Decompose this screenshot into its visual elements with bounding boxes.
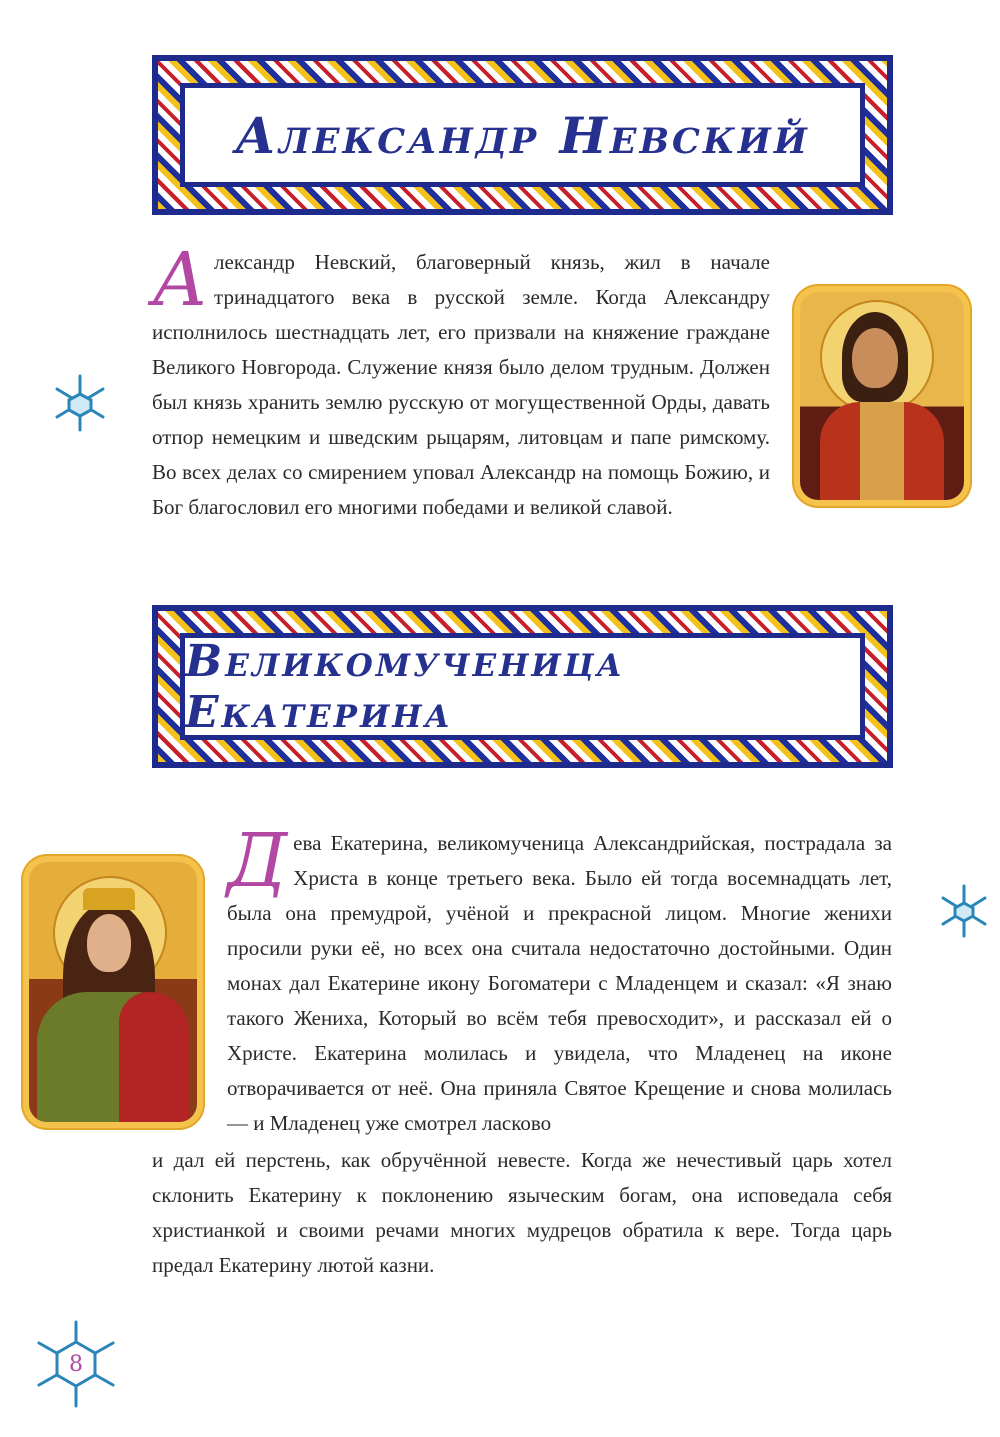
snowflake-icon [940, 883, 988, 939]
section-2-title-banner [152, 605, 893, 768]
section-1-dropcap: А [152, 237, 209, 323]
saint-catherine-icon [29, 862, 197, 1122]
section-1-body: лександр Невский, благоверный князь, жил в начале тринадцатого века в русской земле. Когда Александру исполнилось шестнадцать лет, его призвали на княжение граждане Великого Новгорода. Служение князя было делом трудным. Должен был князь хранить землю русскую от могущественной Орды, давать отпор немецким и шведским рыцарям, литовцам и папе римскому. Во всех делах со смирением уповал Александр на помощь Божию, и Бог благословил его многими победами и великой славой. [152, 250, 770, 519]
section-1-text [152, 237, 770, 525]
face-shape [87, 914, 131, 972]
section-2-title: Великомученица Екатерина [185, 635, 625, 738]
robe-trim [860, 402, 904, 500]
snowflake-icon [45, 372, 115, 434]
face-shape [852, 328, 898, 388]
section-1-title-banner [152, 55, 893, 215]
section-2-title-frame [180, 633, 865, 740]
page-number: 8 [69, 1352, 83, 1377]
section-2-body: ева Екатерина, великомученица Александрийская, пострадала за Христа в конце третьего века. Было ей тогда восемнадцать лет, была она премудрой, учёной и прекрасной лицом. Многие женихи просили руки её, но всех она считала недостаточно достойными. Один монах дал Екатерине икону Богоматери с Младенцем и сказал: «Я знаю такого Жениха, Который во всём тебя превосходит», и рассказал ей о Христе. Екатерина молилась и увидела, что Младенец на иконе отворачивается от неё. Она приняла Святое Крещение и снова молилась — и Младенец уже смотрел ласково [227, 831, 892, 1135]
section-2-text-continued: и дал ей перстень, как обручённой невесте. Когда же нечестивый царь хотел склонить Екатерину к поклонению языческим богам, она исповедала себя христианкой и своими речами многих мудрецов обратила к вере. Тогда царь предал Екатерину лютой казни. [152, 1148, 892, 1277]
section-2-dropcap: Д [227, 818, 288, 904]
cloak-shape [119, 992, 189, 1122]
section-1-title-frame [180, 83, 865, 187]
crown-icon [83, 888, 135, 910]
section-1-title: Александр Невский [235, 105, 810, 165]
section-2-text [227, 818, 892, 1141]
saint-alexander-nevsky-icon [800, 292, 964, 500]
